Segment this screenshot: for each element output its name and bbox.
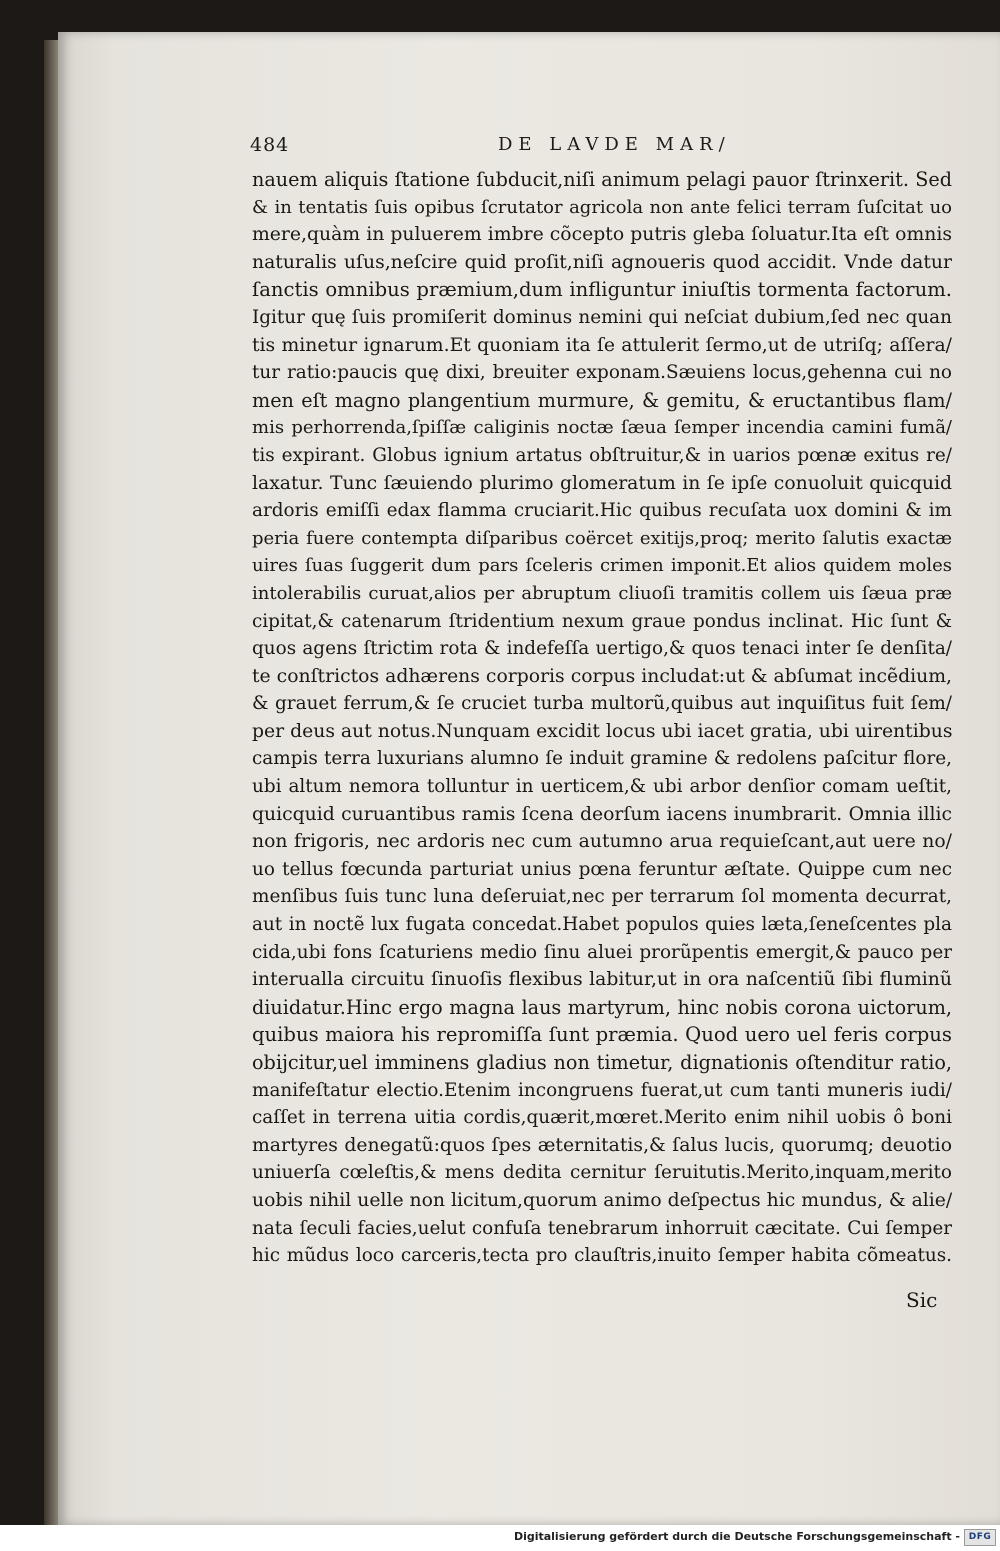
catchword: Sic <box>906 1288 938 1312</box>
running-head <box>250 134 950 162</box>
text-line: tis expirant. Globus ignium artatus obſtruitur,& in uarios pœnæ exitus re/ <box>252 444 952 466</box>
body-text <box>252 166 952 1270</box>
text-line: manifeſtatur electio.Etenim incongruens fuerat,ut cum tanti muneris iudi/ <box>252 1079 952 1101</box>
text-line: quibus maiora his repromiſſa ſunt præmia. Quod uero uel feris corpus <box>252 1023 952 1047</box>
footer-bar <box>0 1525 1000 1551</box>
text-line: intolerabilis curuat,alios per abruptum cliuoſi tramitis collem uis ſæua præ <box>252 582 952 604</box>
page-number: 484 <box>250 134 290 156</box>
text-line: quicquid curuantibus ramis ſcena deorſum iacens inumbrarit. Omnia illic <box>252 803 952 825</box>
text-line: uobis nihil uelle non licitum,quorum animo deſpectus hic mundus, & alie/ <box>252 1189 952 1211</box>
text-line: ſanctis omnibus præmium,dum infliguntur iniuſtis tormenta factorum. <box>252 278 952 302</box>
running-title: DE LAVDE MAR/ <box>498 134 731 155</box>
text-line: ardoris emiſſi edax flamma cruciarit.Hic quibus recuſata uox domini & im <box>252 500 952 522</box>
text-line: te conſtrictos adhærens corporis corpus includat:ut & abſumat incẽdium, <box>252 665 952 687</box>
dfg-logo: DFG <box>964 1529 996 1546</box>
text-line: tur ratio:paucis quę dixi, breuiter exponam.Sæuiens locus,gehenna cui no <box>252 362 952 384</box>
text-line: campis terra luxurians alumno ſe induit gramine & redolens paſcitur flore, <box>252 748 952 770</box>
text-line: peria fuere contempta diſparibus coërcet exitijs,proq; merito ſalutis exactæ <box>252 527 952 549</box>
text-line: aut in noctẽ lux fugata concedat.Habet populos quies læta,ſeneſcentes pla <box>252 914 952 936</box>
text-line: & in tentatis ſuis opibus ſcrutator agricola non ante felici terram ſuſcitat uo <box>252 196 952 218</box>
text-line: nauem aliquis ſtatione ſubducit,niſi animum pelagi pauor ſtrinxerit. Sed <box>252 168 952 191</box>
text-line: obijcitur,uel imminens gladius non timetur, dignationis oſtenditur ratio, <box>252 1051 952 1074</box>
text-line: tis minetur ignarum.Et quoniam ita ſe attulerit ſermo,ut de utriſq; aſſera/ <box>252 334 952 356</box>
text-line: hic mũdus loco carceris,tecta pro clauſtris,inuito ſemper habita cõmeatus. <box>252 1245 952 1267</box>
text-line: & grauet ferrum,& ſe cruciet turba multorũ,quibus aut inquiſitus fuit ſem/ <box>252 693 952 715</box>
text-line: caſſet in terrena uitia cordis,quærit,mœret.Merito enim nihil uobis ô boni <box>252 1107 952 1129</box>
text-line: cipitat,& catenarum ſtridentium nexum graue pondus inclinat. Hic ſunt & <box>252 610 952 632</box>
text-line: uniuerſa cœleſtis,& mens dedita cernitur ſeruitutis.Merito,inquam,merito <box>252 1162 952 1184</box>
text-line: uo tellus fœcunda parturiat unius pœna feruntur æſtate. Quippe cum nec <box>252 858 952 880</box>
text-line: Igitur quę ſuis promiſerit dominus nemini qui neſciat dubium,ſed nec quan <box>252 306 952 328</box>
text-line: diuidatur.Hinc ergo magna laus martyrum, hinc nobis corona uictorum, <box>252 995 952 1019</box>
text-line: mis perhorrenda,ſpiſſæ caliginis noctæ ſæua ſemper incendia camini fumã/ <box>252 417 952 439</box>
text-line: menſibus ſuis tunc luna deſeruiat,nec per terrarum ſol momenta decurrat, <box>252 886 952 908</box>
text-line: non frigoris, nec ardoris nec cum autumno arua requieſcant,aut uere no/ <box>252 831 952 853</box>
text-line: quos agens ſtrictim rota & indefeſſa uertigo,& quos tenaci inter ſe denſita/ <box>252 638 952 660</box>
text-line: cida,ubi fons ſcaturiens medio ſinu aluei prorũpentis emergit,& pauco per <box>252 941 952 963</box>
funding-credit: Digitalisierung gefördert durch die Deutsche Forschungsgemeinschaft - <box>513 1530 960 1543</box>
text-line: uires ſuas ſuggerit dum pars ſceleris crimen imponit.Et alios quidem moles <box>252 555 952 577</box>
text-line: interualla circuitu ſinuoſis flexibus labitur,ut in ora naſcentiũ ſibi fluminũ <box>252 969 952 991</box>
text-line: men eſt magno plangentium murmure, & gemitu, & eructantibus flam/ <box>252 388 952 412</box>
text-line: mere,quàm in puluerem imbre cõcepto putris gleba ſoluatur.Ita eſt omnis <box>252 224 952 246</box>
text-line: martyres denegatũ:quos ſpes æternitatis,& ſalus lucis, quorumq; deuotio <box>252 1134 952 1156</box>
text-line: laxatur. Tunc ſæuiendo plurimo glomeratum in ſe ipſe conuoluit quicquid <box>252 472 952 494</box>
text-line: ubi altum nemora tolluntur in uerticem,& ubi arbor denſior comam ueſtit, <box>252 776 952 798</box>
text-line: naturalis uſus,neſcire quid proſit,niſi agnoueris quod accidit. Vnde datur <box>252 251 952 273</box>
text-line: nata ſeculi facies,uelut confuſa tenebrarum inhorruit cæcitate. Cui ſemper <box>252 1217 952 1239</box>
text-line: per deus aut notus.Nunquam excidit locus ubi iacet gratia, ubi uirentibus <box>252 720 952 742</box>
page-edge <box>44 40 58 1525</box>
